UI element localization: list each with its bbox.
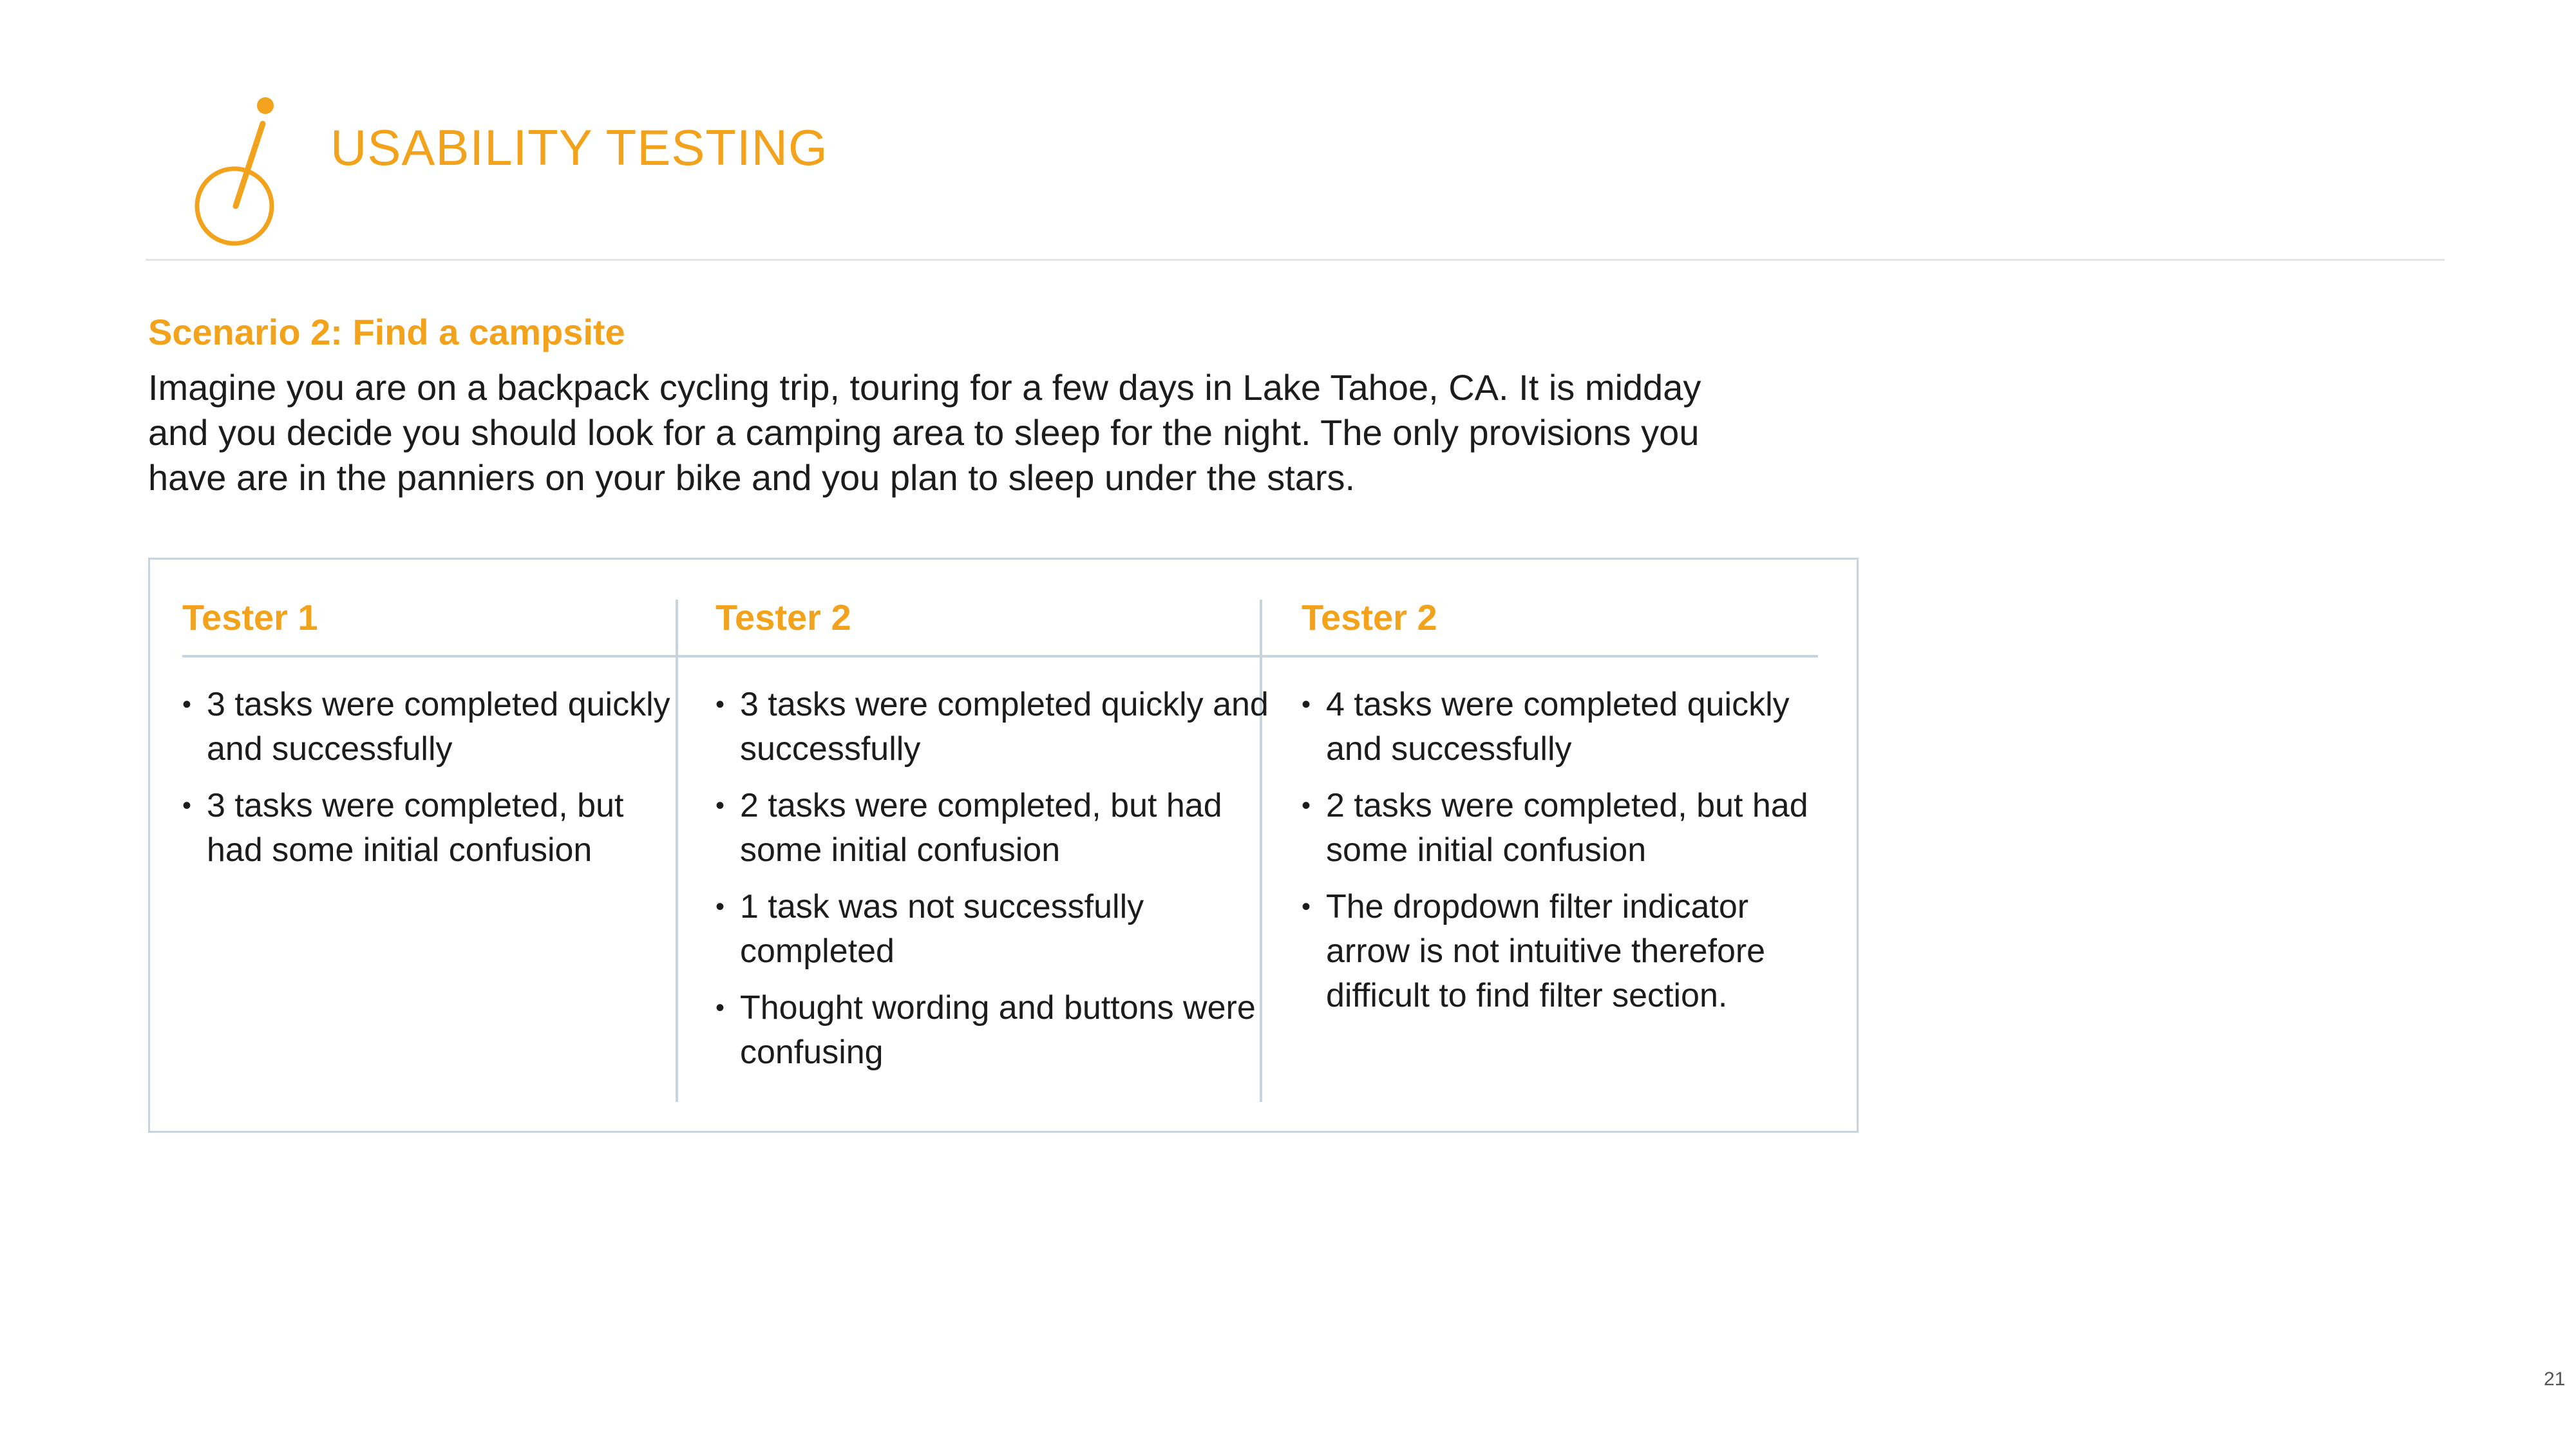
cyclist-icon [191,95,281,250]
finding-item: • 3 tasks were completed quickly and successfully [182,683,678,772]
tester-column-3 [1302,560,1823,1131]
tester-name: Tester 1 [182,597,318,638]
tester-results-panel [148,558,1859,1133]
finding-item: • 1 task was not successfully completed [715,885,1269,974]
scenario-title: Scenario 2: Find a campsite [148,312,625,352]
page-number: 21 [2544,1368,2566,1390]
finding-item: • 4 tasks were completed quickly and successfully [1302,683,1823,772]
finding-item: • 3 tasks were completed quickly and successfully [715,683,1269,772]
findings-list [715,683,1269,1087]
finding-item: • 2 tasks were completed, but had some initial confusion [715,784,1269,873]
header-divider [146,259,2445,261]
findings-list [182,683,678,885]
finding-item: • Thought wording and buttons were confusing [715,986,1269,1075]
finding-item: • 3 tasks were completed, but had some initial confusion [182,784,678,873]
page-title: USABILITY TESTING [330,119,828,176]
tester-column-1 [182,560,678,1131]
tester-column-2 [715,560,1269,1131]
tester-name: Tester 2 [715,597,851,638]
scenario-description: Imagine you are on a backpack cycling trip, touring for a few days in Lake Tahoe, CA. It is midday and you decide you should look for a camping area to sleep for the night. The only provisions you have are in the panniers on your bike and you plan to sleep under the stars. [148,367,1701,498]
findings-list [1302,683,1823,1030]
finding-item: • 2 tasks were completed, but had some initial confusion [1302,784,1823,873]
finding-item: • The dropdown filter indicator arrow is not intuitive therefore difficult to find filter section. [1302,885,1823,1018]
tester-name: Tester 2 [1302,597,1437,638]
